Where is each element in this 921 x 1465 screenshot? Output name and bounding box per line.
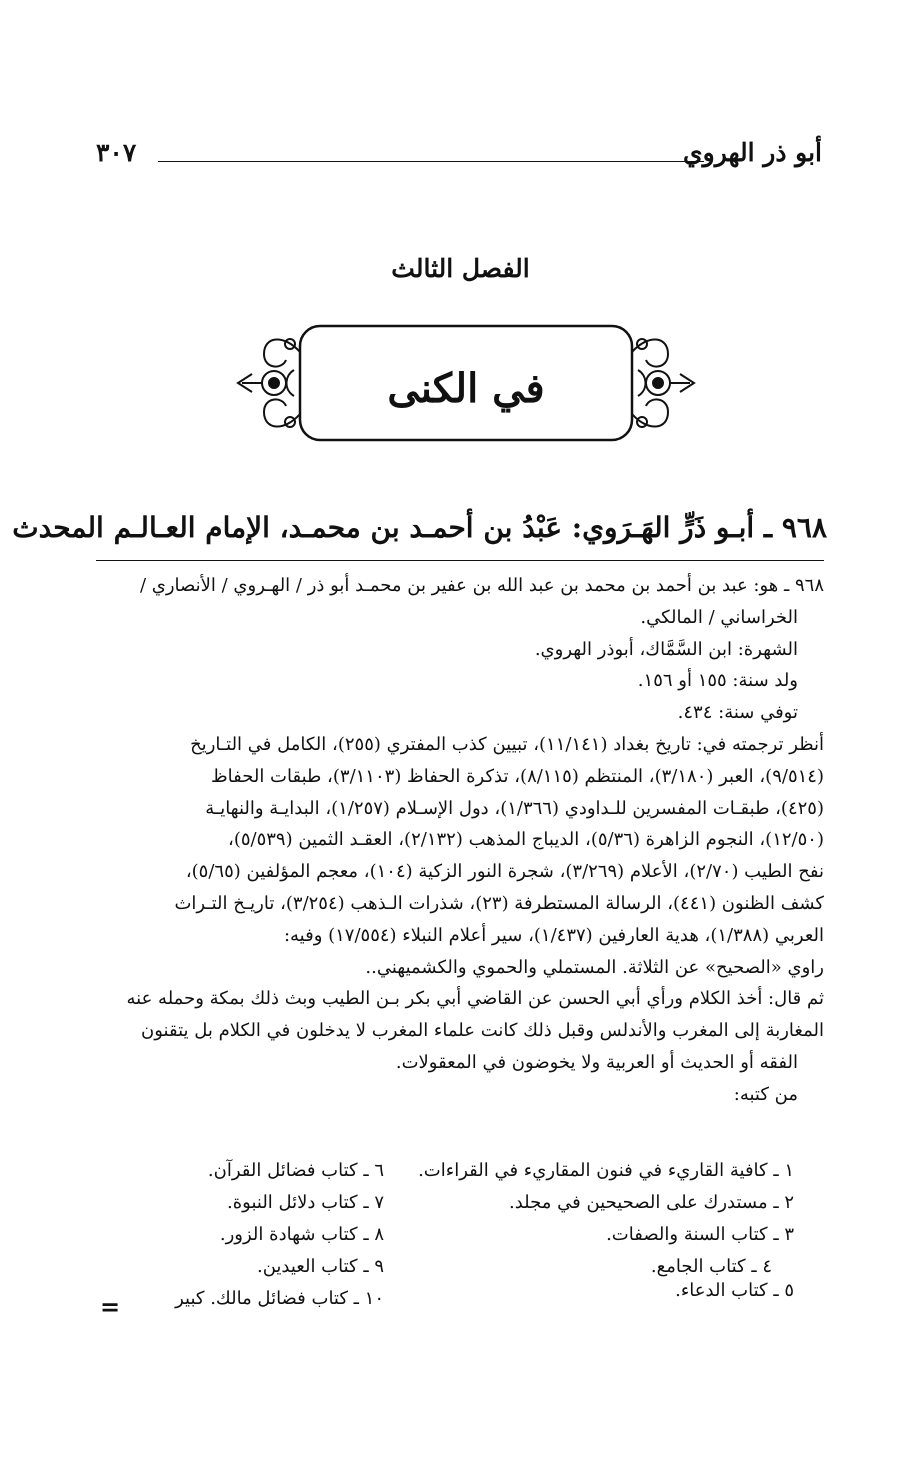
work-item: ٩ ـ كتاب العيدين. [256, 1256, 384, 1277]
quote-line: الفقه أو الحديث أو العربية ولا يخوضون في المعقولات. [395, 1051, 798, 1073]
sources-line: نفح الطيب (٢/٧٠)، الأعلام (٣/٢٦٩)، شجرة النور الزكية (١٠٤)، معجم المؤلفين (٥/٦٥)، [185, 861, 824, 883]
entry-body [96, 570, 824, 1111]
entry-line-fame: الشهرة: ابن السَّمَّاك، أبوذر الهروي. [534, 638, 798, 660]
works-column-right [418, 1155, 794, 1307]
quote-line: ثم قال: أخذ الكلام ورأي أبي الحسن عن القاضي أبي بكر بـن الطيب وبث ذلك بمكة وحمله عنه [126, 988, 824, 1010]
frame-title: في الكنى [387, 365, 545, 412]
work-item: ٦ ـ كتاب فضائل القرآن. [207, 1160, 384, 1181]
sources-line: (٤٢٥)، طبقـات المفسرين للـداودي (١/٣٦٦)، دول الإسـلام (١/٢٥٧)، البدايـة والنهايـة [205, 797, 824, 819]
works-list [96, 1155, 824, 1315]
works-intro: من كتبه: [733, 1083, 798, 1105]
continuation-mark: = [100, 1292, 121, 1321]
entry-line-birth: ولد سنة: ١٥٥ أو ١٥٦. [637, 670, 798, 692]
quote-line: المغاربة إلى المغرب والأندلس وقبل ذلك كانت علماء المغرب لا يدخلون في الكلام بل يتقنون [141, 1020, 824, 1042]
work-item: ١ ـ كافية القاريء في فنون المقاريء في القراءات. [418, 1160, 794, 1181]
work-item: ٨ ـ كتاب شهادة الزور. [219, 1224, 384, 1245]
sources-line: أنظر ترجمته في: تاريخ بغداد (١١/١٤١)، تبيين كذب المفتري (٢٥٥)، الكامل في التـاريخ [190, 733, 824, 755]
work-item: ١٠ ـ كتاب فضائل مالك. كبير [175, 1288, 384, 1309]
quote-line: راوي «الصحيح» عن الثلاثة. المستملي والحموي والكشميهني.. [365, 956, 824, 978]
heading-rule [96, 560, 824, 561]
work-item: ٧ ـ كتاب دلائل النبوة. [227, 1192, 384, 1213]
work-item: ٣ ـ كتاب السنة والصفات. [606, 1224, 794, 1245]
work-item: ٢ ـ مستدرك على الصحيحين في مجلد. [509, 1192, 794, 1213]
works-column-left [84, 1155, 384, 1315]
sources-line: (٩/٥١٤)، العبر (٣/١٨٠)، المنتظم (٨/١١٥)، تذكرة الحفاظ (٣/١١٠٣)، طبقات الحفاظ [210, 765, 824, 787]
running-header [96, 138, 822, 178]
entry-line-nisba: الخراساني / المالكي. [640, 606, 798, 628]
entry-line-name: ٩٦٨ ـ هو: عبد بن أحمد بن محمد بن عبد الله بن عفير بن محمـد أبو ذر / الهـروي / الأنصاري / [139, 575, 824, 596]
sources-line: العربي (١/٣٨٨)، هدية العارفين (١/٤٣٧)، سير أعلام النبلاء (١٧/٥٥٤) وفيه: [283, 924, 824, 946]
work-item: ٤ ـ كتاب الجامع. [650, 1256, 772, 1277]
entry-line-death: توفي سنة: ٤٣٤. [677, 702, 798, 724]
chapter-title: الفصل الثالث [391, 254, 530, 283]
sources-line: كشف الظنون (٤٤١)، الرسالة المستطرفة (٢٣)، شذرات الـذهب (٣/٢٥٤)، تاريـخ التـراث [174, 892, 824, 914]
running-header-title: أبو ذر الهروي [683, 138, 822, 167]
page-number: ٣٠٧ [96, 138, 137, 167]
header-rule [158, 161, 704, 162]
work-item: ٥ ـ كتاب الدعاء. [675, 1280, 794, 1301]
entry-heading: ٩٦٨ ـ أبـو ذَرٍّ الهَـرَوي: عَبْدُ بن أحمـد بن محمـد، الإمام العـالـم المحدث [12, 511, 827, 544]
sources-line: (١٢/٥٠)، النجوم الزاهرة (٥/٣٦)، الديباج المذهب (٢/١٣٢)، العقـد الثمين (٥/٥٣٩)، [228, 829, 824, 851]
